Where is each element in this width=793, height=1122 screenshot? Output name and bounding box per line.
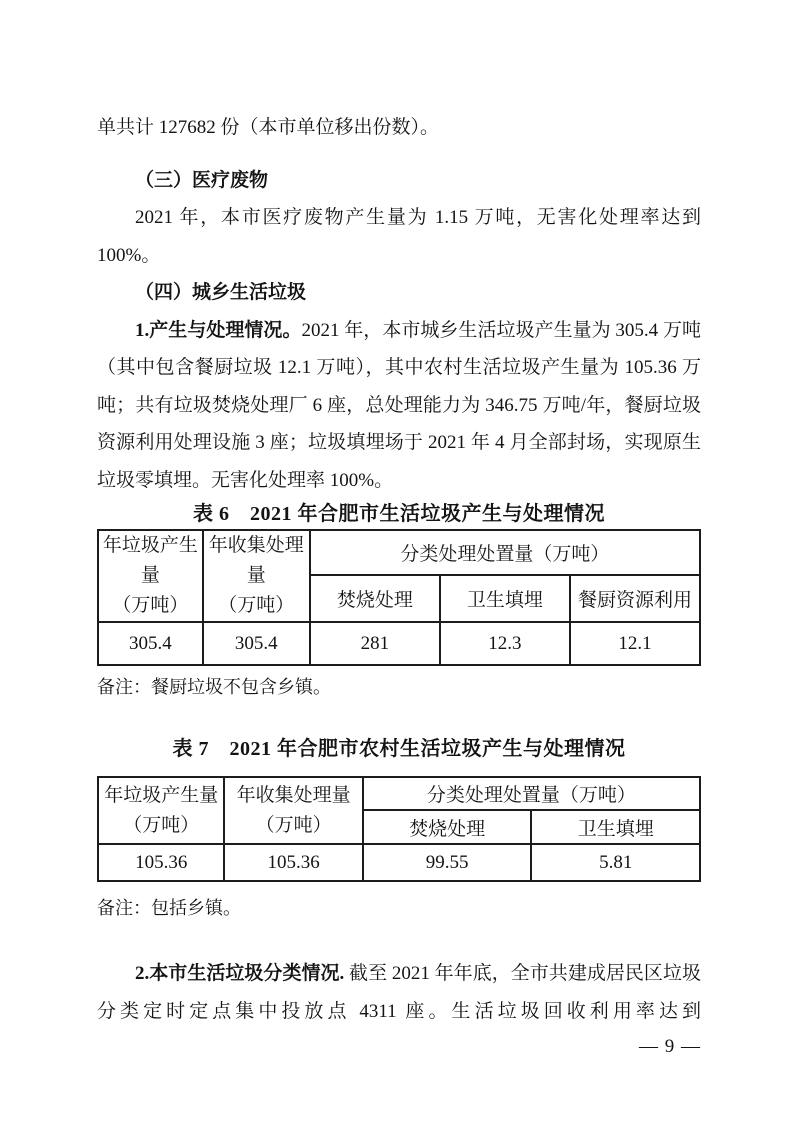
table-6-subheader-kitchen-waste-recycling: 餐厨资源利用 <box>570 575 700 622</box>
header-line: 年垃圾产生量 <box>102 535 198 586</box>
table-7-value-landfill: 5.81 <box>531 844 700 881</box>
table-6-value-landfill: 12.3 <box>440 622 570 665</box>
table-row <box>98 622 700 665</box>
header-unit: （万吨） <box>112 595 189 616</box>
item-1-lead: 1.产生与处理情况。 <box>135 319 302 341</box>
table-7-note: 备注：包括乡镇。 <box>97 898 241 918</box>
table-6 <box>97 529 701 666</box>
page-content <box>97 109 701 1061</box>
header-unit: （万吨） <box>123 814 200 836</box>
header-unit: （万吨） <box>255 814 332 836</box>
table-6-title: 表 6 2021 年合肥市生活垃圾产生与处理情况 <box>193 503 605 525</box>
table-7-value-produced: 105.36 <box>98 844 224 881</box>
page-number: — 9 — <box>639 1036 701 1057</box>
table-7-title: 表 7 2021 年合肥市农村生活垃圾产生与处理情况 <box>172 738 626 760</box>
header-unit: （万吨） <box>218 595 295 616</box>
table-6-value-produced: 305.4 <box>98 622 203 665</box>
table-7-value-incineration: 99.55 <box>363 844 532 881</box>
table-6-group-header: 分类处理处置量（万吨） <box>310 530 700 575</box>
table-7-group-header: 分类处理处置量（万吨） <box>363 777 700 810</box>
item-1-text: 2021 年，本市城乡生活垃圾产生量为 305.4 万吨（其中包含餐厨垃圾 12.1 万吨），其中农村生活垃圾产生量为 105.36 万吨；共有垃圾焚烧处理厂 6 座，总处理能力为 346.75 万吨/年，餐厨垃圾资源利用处理设施 3 座；垃圾填埋场于 2021 年 4 月全部封场，实现原生垃圾零填埋。无害化处理率 100%。 <box>97 319 701 491</box>
table-7 <box>97 776 701 882</box>
header-line: 年垃圾产生量 <box>104 784 219 806</box>
table-6-subheader-incineration: 焚烧处理 <box>310 575 440 622</box>
item-2-lead: 2.本市生活垃圾分类情况. <box>135 963 345 984</box>
table-6-value-collected: 305.4 <box>203 622 310 665</box>
item-2-paragraph <box>97 955 701 1030</box>
table-row <box>98 844 700 881</box>
table-6-value-kitchen: 12.1 <box>570 622 700 665</box>
item-2-text: 截至 2021 年年底，全市共建成居民区垃圾分类定时定点集中投放点 4311 座。生活垃圾回收利用率达到 <box>97 963 701 1022</box>
table-7-subheader-incineration: 焚烧处理 <box>363 810 532 844</box>
table-6-value-incineration: 281 <box>310 622 440 665</box>
table-7-value-collected: 105.36 <box>224 844 362 881</box>
section-4-heading: （四）城乡生活垃圾 <box>135 282 307 303</box>
section-3-heading: （三）医疗废物 <box>135 169 269 191</box>
header-line: 年收集处理量 <box>236 784 351 806</box>
table-7-header-annual-collected <box>224 777 362 844</box>
item-1-paragraph <box>97 312 701 500</box>
table-6-header-annual-collected <box>203 530 310 622</box>
carryover-line: 单共计 127682 份（本市单位移出份数）。 <box>97 117 440 138</box>
table-6-header-annual-produced <box>98 530 203 622</box>
table-6-note: 备注：餐厨垃圾不包含乡镇。 <box>97 677 331 697</box>
table-7-header-annual-produced <box>98 777 224 844</box>
table-6-subheader-sanitary-landfill: 卫生填埋 <box>440 575 570 622</box>
section-3-paragraph: 2021 年，本市医疗废物产生量为 1.15 万吨，无害化处理率达到 100%。 <box>97 207 701 266</box>
header-line: 年收集处理量 <box>208 535 304 586</box>
table-7-subheader-sanitary-landfill: 卫生填埋 <box>531 810 700 844</box>
